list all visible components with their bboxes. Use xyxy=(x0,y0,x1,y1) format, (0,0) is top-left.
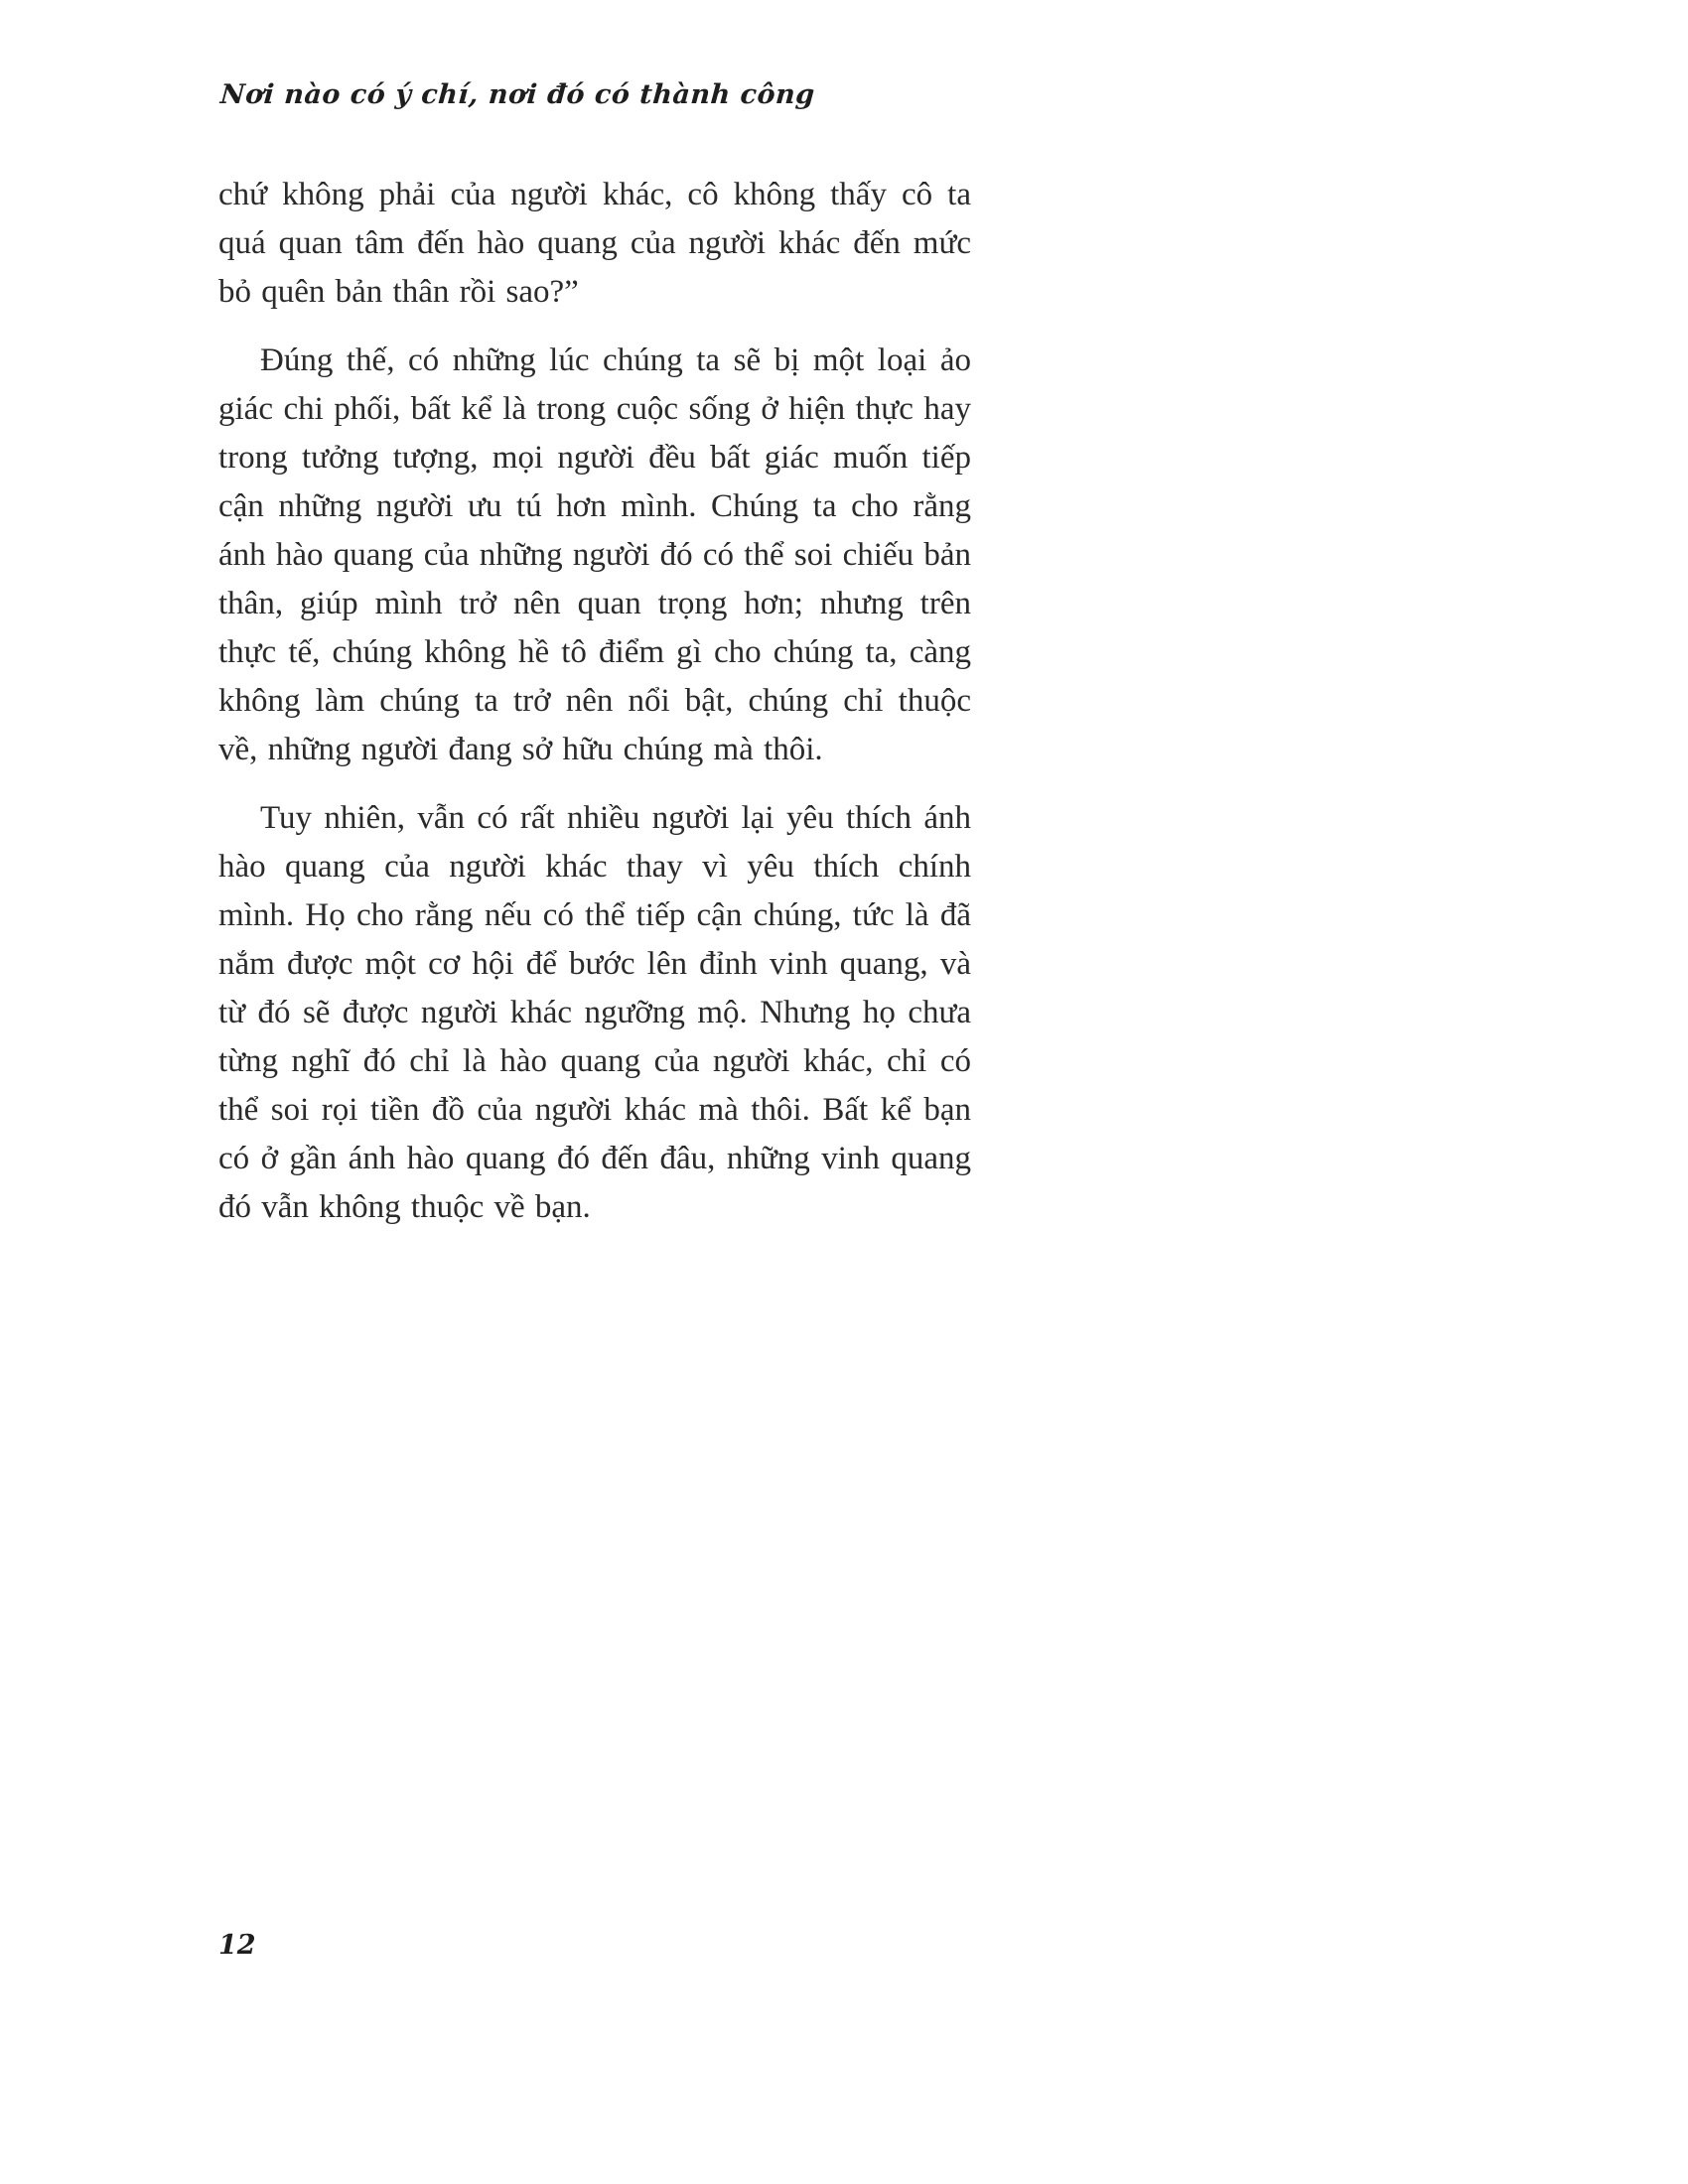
paragraph: Đúng thế, có những lúc chúng ta sẽ bị một loại ảo giác chi phối, bất kể là trong cuộc sống ở hiện thực hay trong tưởng tượng, mọi người đều bất giác muốn tiếp cận những người ưu tú hơn mình. Chúng ta cho rằng ánh hào quang của những người đó có thể soi chiếu bản thân, giúp mình trở nên quan trọng hơn; nhưng trên thực tế, chúng không hề tô điểm gì cho chúng ta, càng không làm chúng ta trở nên nổi bật, chúng chỉ thuộc về, những người đang sở hữu chúng mà thôi. xyxy=(218,342,971,767)
paragraph: chứ không phải của người khác, cô không thấy cô ta quá quan tâm đến hào quang của người khác đến mức bỏ quên bản thân rồi sao?” xyxy=(218,177,971,310)
page-body xyxy=(218,171,971,1252)
running-head: Nơi nào có ý chí, nơi đó có thành công xyxy=(218,79,816,110)
paragraph: Tuy nhiên, vẫn có rất nhiều người lại yêu thích ánh hào quang của người khác thay vì yêu thích chính mình. Họ cho rằng nếu có thể tiếp cận chúng, tức là đã nắm được một cơ hội để bước lên đỉnh vinh quang, và từ đó sẽ được người khác ngưỡng mộ. Nhưng họ chưa từng nghĩ đó chỉ là hào quang của người khác, chỉ có thể soi rọi tiền đồ của người khác mà thôi. Bất kể bạn có ở gần ánh hào quang đó đến đâu, những vinh quang đó vẫn không thuộc về bạn. xyxy=(218,800,971,1225)
page-number: 12 xyxy=(218,1930,256,1961)
